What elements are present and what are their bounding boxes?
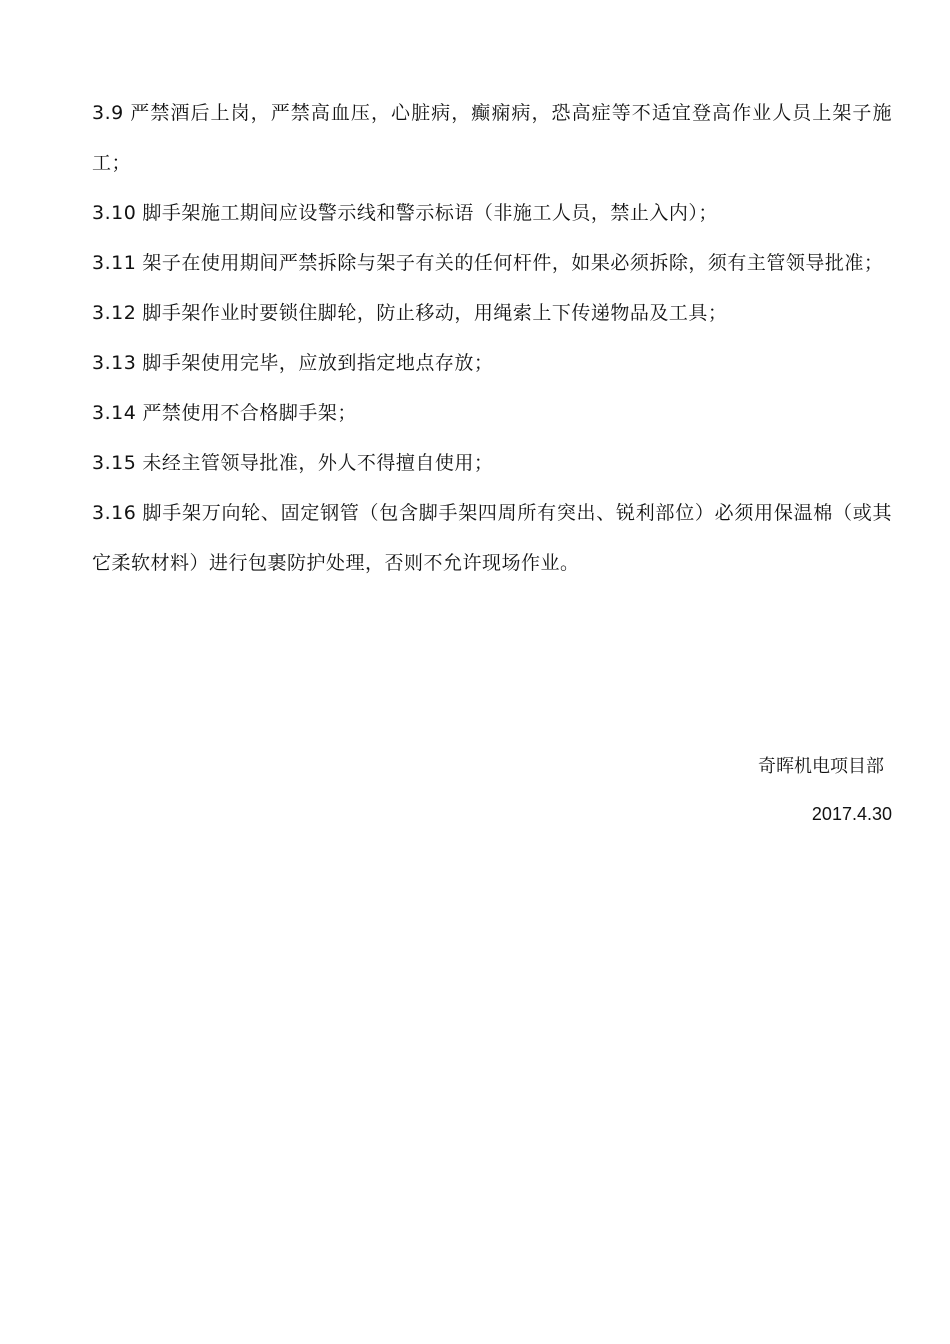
clause-text: 脚手架万向轮、固定钢管（包含脚手架四周所有突出、锐利部位）必须用保温棉（或其它柔软材料）进行包裹防护处理，否则不允许现场作业。 bbox=[92, 502, 892, 574]
clause-text: 脚手架施工期间应设警示线和警示标语（非施工人员，禁止入内）； bbox=[142, 202, 718, 224]
clause-3-10 bbox=[92, 188, 892, 238]
clause-3-15 bbox=[92, 438, 892, 488]
clause-number: 3.14 bbox=[92, 402, 137, 424]
clause-text: 架子在使用期间严禁拆除与架子有关的任何杆件，如果必须拆除，须有主管领导批准； bbox=[142, 252, 884, 274]
clause-text: 严禁酒后上岗，严禁高血压，心脏病，癫痫病，恐高症等不适宜登高作业人员上架子施工； bbox=[92, 102, 892, 174]
clause-text: 脚手架作业时要锁住脚轮，防止移动，用绳索上下传递物品及工具； bbox=[142, 302, 728, 324]
signature-date: 2017.4.30 bbox=[811, 804, 892, 824]
clause-number: 3.15 bbox=[92, 452, 137, 474]
clause-number: 3.11 bbox=[92, 252, 137, 274]
clause-3-13 bbox=[92, 338, 892, 388]
clause-number: 3.10 bbox=[92, 202, 137, 224]
clause-number: 3.13 bbox=[92, 352, 137, 374]
clause-text: 严禁使用不合格脚手架； bbox=[142, 402, 357, 424]
clause-text: 脚手架使用完毕，应放到指定地点存放； bbox=[142, 352, 494, 374]
clause-number: 3.16 bbox=[92, 502, 137, 524]
clause-3-12 bbox=[92, 288, 892, 338]
clause-number: 3.9 bbox=[92, 102, 124, 124]
clause-3-14 bbox=[92, 388, 892, 438]
clause-text: 未经主管领导批准，外人不得擅自使用； bbox=[142, 452, 494, 474]
clause-number: 3.12 bbox=[92, 302, 137, 324]
signature-organization: 奇晖机电项目部 bbox=[758, 756, 884, 776]
clause-3-11 bbox=[92, 238, 892, 288]
clause-3-16 bbox=[92, 488, 892, 588]
clause-list bbox=[92, 88, 892, 588]
clause-3-9 bbox=[92, 88, 892, 188]
